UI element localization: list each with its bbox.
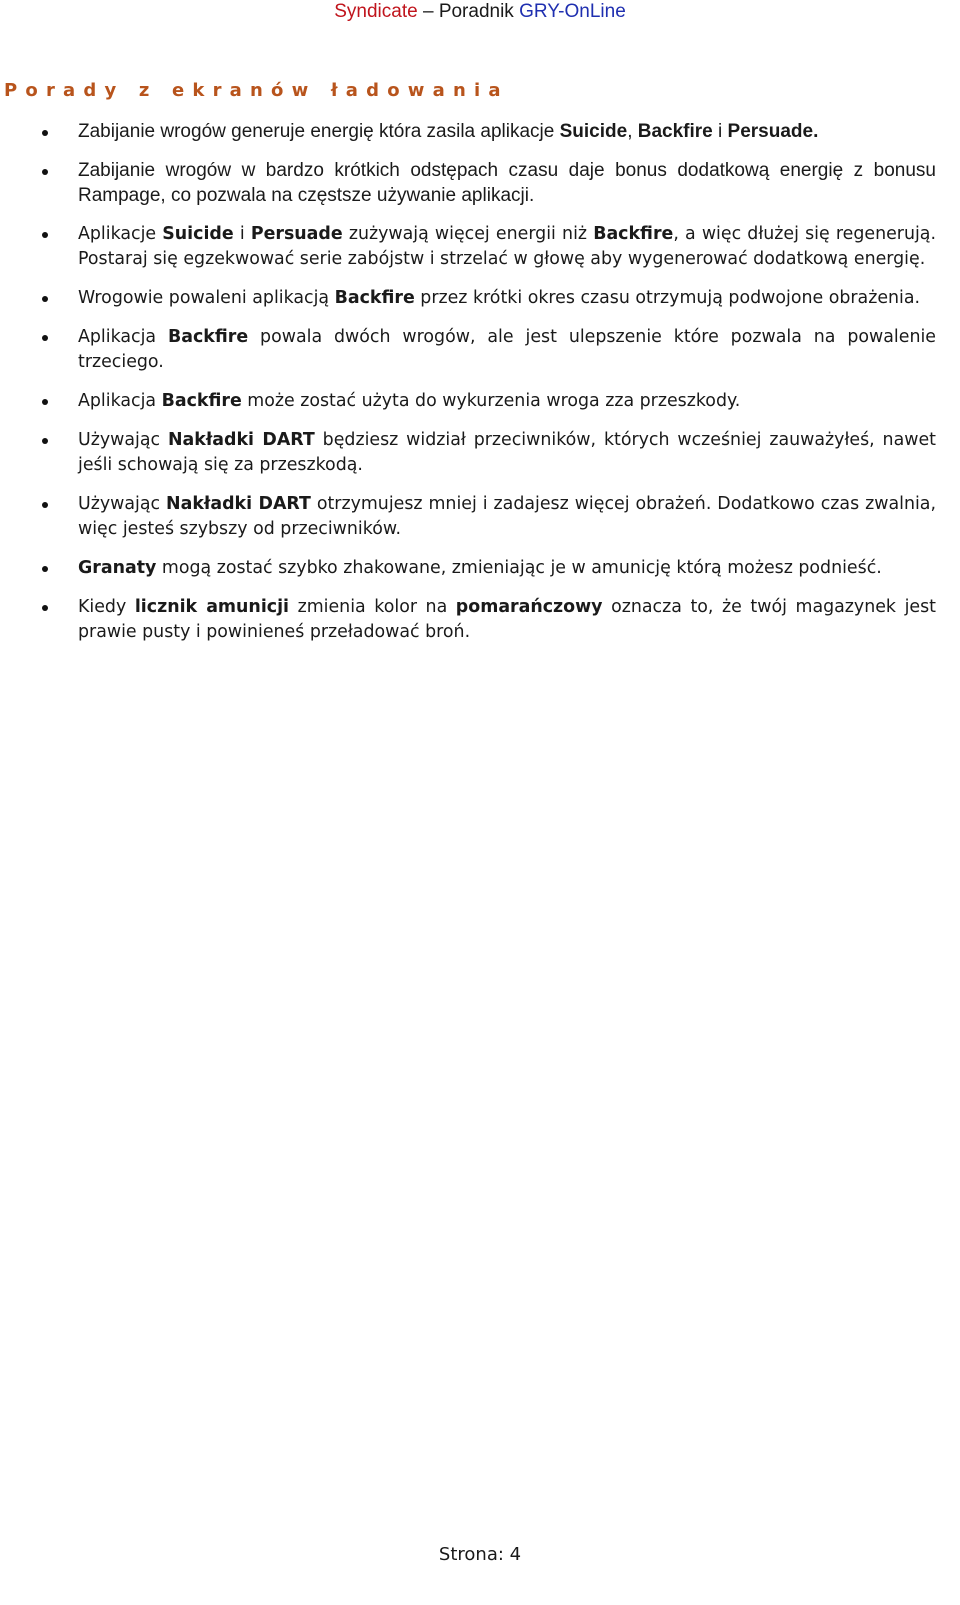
bullet-icon — [42, 399, 48, 405]
header-publisher: GRY-OnLine — [519, 1, 626, 22]
list-item: Aplikacje Suicide i Persuade zużywają więcej energii niż Backfire, a więc dłużej się regenerują. Postaraj się egzekwować serie zabójstw i strzelać w głowę aby wygenerować dodatkową energię. — [0, 222, 960, 272]
list-item: Używając Nakładki DART będziesz widział przeciwników, których wcześniej zauważyłeś, nawet jeśli schowają się za przeszkodą. — [0, 428, 960, 478]
bullet-icon — [42, 296, 48, 302]
list-item: Zabijanie wrogów generuje energię która zasila aplikacje Suicide, Backfire i Persuade. — [0, 119, 960, 144]
section-title: Porady z ekranów ładowania — [4, 80, 509, 101]
header-game-title: Syndicate — [334, 1, 418, 22]
list-item: Aplikacja Backfire może zostać użyta do wykurzenia wroga zza przeszkody. — [0, 389, 960, 414]
bullet-icon — [42, 566, 48, 572]
page-header — [0, 0, 960, 24]
list-item: Kiedy licznik amunicji zmienia kolor na pomarańczowy oznacza to, że twój magazynek jest prawie pusty i powinieneś przeładować broń. — [0, 595, 960, 645]
bullet-icon — [42, 502, 48, 508]
page-number: Strona: 4 — [438, 1544, 522, 1565]
bullet-icon — [42, 335, 48, 341]
list-item: Wrogowie powaleni aplikacją Backfire przez krótki okres czasu otrzymują podwojone obrażenia. — [0, 286, 960, 311]
bullet-icon — [42, 169, 48, 175]
tips-list — [0, 119, 960, 659]
list-item: Zabijanie wrogów w bardzo krótkich odstępach czasu daje bonus dodatkową energię z bonusu Rampage, co pozwala na częstsze używanie aplikacji. — [0, 158, 960, 208]
bullet-icon — [42, 605, 48, 611]
header-guide-label: Poradnik — [438, 1, 514, 22]
list-item: Aplikacja Backfire powala dwóch wrogów, ale jest ulepszenie które pozwala na powalenie trzeciego. — [0, 325, 960, 375]
bullet-icon — [42, 438, 48, 444]
header-dash: – — [422, 1, 434, 22]
list-item: Używając Nakładki DART otrzymujesz mniej i zadajesz więcej obrażeń. Dodatkowo czas zwalnia, więc jesteś szybszy od przeciwników. — [0, 492, 960, 542]
bullet-icon — [42, 130, 48, 136]
list-item: Granaty mogą zostać szybko zhakowane, zmieniając je w amunicję którą możesz podnieść. — [0, 556, 960, 581]
bullet-icon — [42, 232, 48, 238]
